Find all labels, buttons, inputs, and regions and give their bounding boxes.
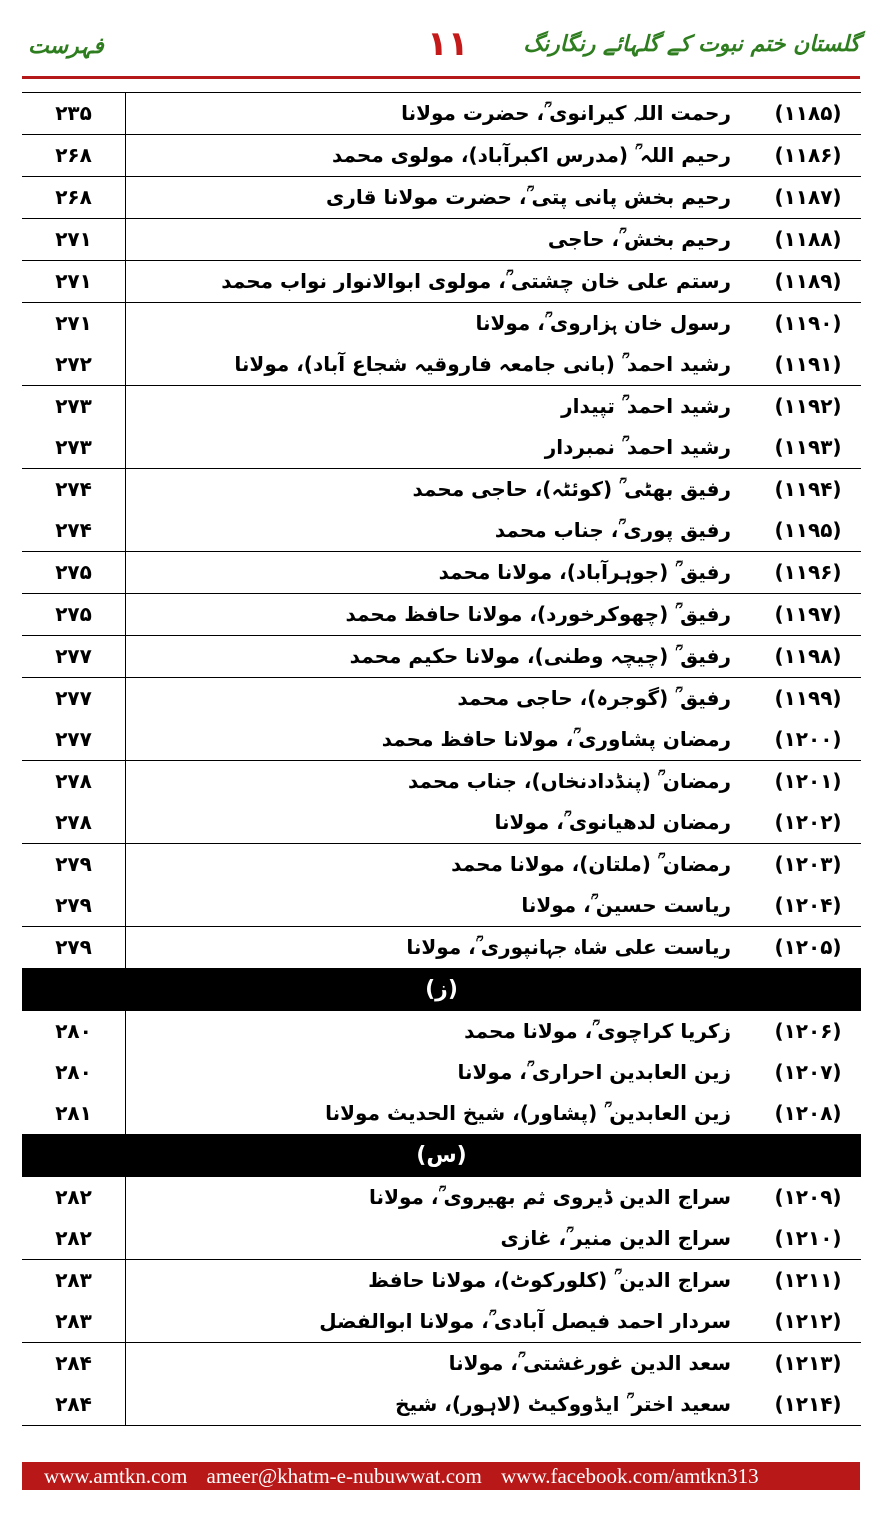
entry-name: زین العابدین ؒ (پشاور)، شیخ الحدیث مولانا [325, 1101, 731, 1125]
entry-name: رشید احمد ؒ (بانی جامعہ فاروقیہ شجاع آباد)، مولانا [234, 352, 731, 376]
entry-group [22, 219, 861, 261]
entry-page: ۲۷۷ [55, 686, 92, 710]
page-header [22, 18, 860, 78]
header-divider [22, 76, 860, 79]
entry-page: ۲۷۱ [55, 269, 92, 293]
entry-number: (۱۲۰۸) [774, 1101, 842, 1125]
section-title: فہرست [28, 34, 104, 59]
entry-name: زکریا کراچوی ؒ، مولانا محمد [464, 1019, 731, 1043]
entry-page: ۲۸۰ [55, 1019, 92, 1043]
entry-group [22, 386, 861, 469]
entry-page: ۲۸۲ [55, 1226, 92, 1250]
entry-name: رفیق ؒ (گوجرہ)، حاجی محمد [457, 686, 731, 710]
entry-name: سعید اختر ؒ ایڈووکیٹ (لاہور)، شیخ [395, 1392, 731, 1416]
index-table [22, 92, 861, 1426]
entry-name: رشید احمد ؒ نمبردار [544, 435, 731, 459]
footer-email-link[interactable]: ameer@khatm-e-nubuwwat.com [206, 1464, 482, 1488]
table-row [22, 1343, 861, 1384]
entry-group [22, 1260, 861, 1343]
section-header: (ز) [22, 969, 861, 1011]
entry-group [22, 1343, 861, 1426]
table-row [22, 636, 861, 677]
entry-number: (۱۱۸۷) [774, 185, 842, 209]
entry-number: (۱۱۹۹) [774, 686, 842, 710]
footer-facebook-link[interactable]: www.facebook.com/amtkn313 [501, 1464, 759, 1488]
entry-group [22, 93, 861, 135]
entry-number: (۱۲۰۶) [774, 1019, 842, 1043]
entry-page: ۲۷۲ [55, 352, 92, 376]
entry-group [22, 261, 861, 303]
entry-page: ۲۷۳ [55, 394, 92, 418]
entry-number: (۱۱۹۰) [774, 311, 842, 335]
entry-name: رمضان ؒ (ملتان)، مولانا محمد [451, 852, 731, 876]
entry-page: ۲۷۱ [55, 311, 92, 335]
entry-group [22, 844, 861, 927]
entry-page: ۲۷۳ [55, 435, 92, 459]
table-row [22, 1384, 861, 1425]
entry-page: ۲۳۵ [55, 101, 92, 125]
entry-name: زین العابدین احراری ؒ، مولانا [457, 1060, 731, 1084]
entry-page: ۲۶۸ [55, 185, 92, 209]
entry-name: سردار احمد فیصل آبادی ؒ، مولانا ابوالفضل [319, 1309, 731, 1333]
entry-page: ۲۸۴ [55, 1392, 92, 1416]
footer-bar [22, 1462, 860, 1490]
entry-page: ۲۷۱ [55, 227, 92, 251]
entry-name: رفیق ؒ (چھوکرخورد)، مولانا حافظ محمد [345, 602, 731, 626]
entry-number: (۱۲۱۱) [774, 1268, 842, 1292]
entry-number: (۱۱۹۷) [774, 602, 842, 626]
table-row [22, 1260, 861, 1301]
entry-number: (۱۱۹۱) [774, 352, 842, 376]
table-row [22, 1093, 861, 1134]
entry-name: رحیم اللہ ؒ (مدرس اکبرآباد)، مولوی محمد [331, 143, 731, 167]
entry-number: (۱۲۰۴) [774, 893, 842, 917]
entry-number: (۱۲۰۱) [774, 769, 842, 793]
table-row [22, 719, 861, 760]
entry-number: (۱۱۸۹) [774, 269, 842, 293]
entry-page: ۲۸۳ [55, 1309, 92, 1333]
entry-group [22, 594, 861, 636]
entry-name: رفیق ؒ (چیچہ وطنی)، مولانا حکیم محمد [349, 644, 731, 668]
entry-number: (۱۲۰۵) [774, 935, 842, 959]
table-row [22, 1177, 861, 1218]
entry-number: (۱۱۸۶) [774, 143, 842, 167]
table-row [22, 927, 861, 968]
book-title: گلستان ختم نبوت کے گلہائے رنگارنگ [523, 32, 860, 57]
entry-number: (۱۱۹۶) [774, 560, 842, 584]
table-row [22, 427, 861, 468]
table-row [22, 1052, 861, 1093]
entry-name: رمضان ؒ (پنڈدادنخاں)، جناب محمد [407, 769, 731, 793]
entry-page: ۲۸۲ [55, 1185, 92, 1209]
entry-group [22, 135, 861, 177]
entry-number: (۱۲۰۷) [774, 1060, 842, 1084]
table-row [22, 1218, 861, 1259]
entry-number: (۱۲۱۴) [774, 1392, 842, 1416]
table-row [22, 261, 861, 302]
table-row [22, 594, 861, 635]
entry-number: (۱۱۹۳) [774, 435, 842, 459]
entry-page: ۲۸۱ [55, 1101, 92, 1125]
table-row [22, 678, 861, 719]
entry-number: (۱۲۱۳) [774, 1351, 842, 1375]
entry-page: ۲۷۵ [55, 602, 92, 626]
entry-group [22, 761, 861, 844]
entry-name: رحیم بخش پانی پتی ؒ، حضرت مولانا قاری [326, 185, 731, 209]
entry-number: (۱۱۹۲) [774, 394, 842, 418]
entry-page: ۲۷۴ [55, 518, 92, 542]
entry-name: رستم علی خان چشتی ؒ، مولوی ابوالانوار نواب محمد [221, 269, 731, 293]
entry-group [22, 469, 861, 552]
entry-page: ۲۷۴ [55, 477, 92, 501]
entry-name: رفیق ؒ (جوہرآباد)، مولانا محمد [438, 560, 731, 584]
entry-number: (۱۱۹۴) [774, 477, 842, 501]
entry-page: ۲۷۵ [55, 560, 92, 584]
table-row [22, 1011, 861, 1052]
table-row [22, 469, 861, 510]
entry-name: رمضان لدھیانوی ؒ، مولانا [494, 810, 731, 834]
entry-page: ۲۷۹ [55, 893, 92, 917]
table-row [22, 93, 861, 134]
table-row [22, 303, 861, 344]
entry-number: (۱۲۰۹) [774, 1185, 842, 1209]
entry-name: رفیق بھٹی ؒ (کوئٹہ)، حاجی محمد [412, 477, 731, 501]
entry-page: ۲۷۸ [55, 810, 92, 834]
entry-group [22, 1177, 861, 1260]
section-header: (س) [22, 1135, 861, 1177]
table-row [22, 802, 861, 843]
table-row [22, 552, 861, 593]
entry-group [22, 303, 861, 386]
entry-group [22, 636, 861, 678]
entry-name: رسول خان ہزاروی ؒ، مولانا [475, 311, 731, 335]
entry-name: سراج الدین ڈیروی ثم بھیروی ؒ، مولانا [369, 1185, 731, 1209]
entry-name: رحمت اللہ کیرانوی ؒ، حضرت مولانا [401, 101, 731, 125]
table-row [22, 761, 861, 802]
page-number: ۱۱ [427, 24, 469, 64]
entry-group [22, 678, 861, 761]
entry-number: (۱۱۸۸) [774, 227, 842, 251]
entry-number: (۱۱۹۸) [774, 644, 842, 668]
entry-name: ریاست علی شاہ جہانپوری ؒ، مولانا [406, 935, 731, 959]
footer-website-link[interactable]: www.amtkn.com [44, 1464, 188, 1488]
table-row [22, 510, 861, 551]
entry-number: (۱۲۰۳) [774, 852, 842, 876]
entry-name: ریاست حسین ؒ، مولانا [521, 893, 731, 917]
entry-page: ۲۷۹ [55, 852, 92, 876]
entry-page: ۲۷۹ [55, 935, 92, 959]
entry-number: (۱۲۱۲) [774, 1309, 842, 1333]
table-row [22, 135, 861, 176]
table-row [22, 177, 861, 218]
entry-page: ۲۶۸ [55, 143, 92, 167]
table-row [22, 344, 861, 385]
entry-name: رحیم بخش ؒ، حاجی [547, 227, 731, 251]
entry-name: رمضان پشاوری ؒ، مولانا حافظ محمد [381, 727, 731, 751]
table-row [22, 219, 861, 260]
entry-page: ۲۷۷ [55, 644, 92, 668]
table-row [22, 885, 861, 926]
entry-name: سعد الدین غورغشتی ؒ، مولانا [448, 1351, 731, 1375]
entry-page: ۲۸۴ [55, 1351, 92, 1375]
entry-page: ۲۷۸ [55, 769, 92, 793]
table-row [22, 386, 861, 427]
entry-number: (۱۲۰۰) [774, 727, 842, 751]
entry-number: (۱۱۸۵) [774, 101, 842, 125]
entry-group [22, 927, 861, 969]
entry-name: رشید احمد ؒ تپیدار [561, 394, 731, 418]
entry-group [22, 177, 861, 219]
table-row [22, 844, 861, 885]
entry-name: رفیق پوری ؒ، جناب محمد [494, 518, 731, 542]
table-row [22, 1301, 861, 1342]
entry-group [22, 552, 861, 594]
entry-name: سراج الدین ؒ (کلورکوٹ)، مولانا حافظ [368, 1268, 731, 1292]
entry-name: سراج الدین منیر ؒ، غازی [500, 1226, 731, 1250]
entry-page: ۲۷۷ [55, 727, 92, 751]
entry-page: ۲۸۳ [55, 1268, 92, 1292]
entry-group [22, 1011, 861, 1135]
entry-number: (۱۲۰۲) [774, 810, 842, 834]
entry-number: (۱۱۹۵) [774, 518, 842, 542]
entry-number: (۱۲۱۰) [774, 1226, 842, 1250]
entry-page: ۲۸۰ [55, 1060, 92, 1084]
